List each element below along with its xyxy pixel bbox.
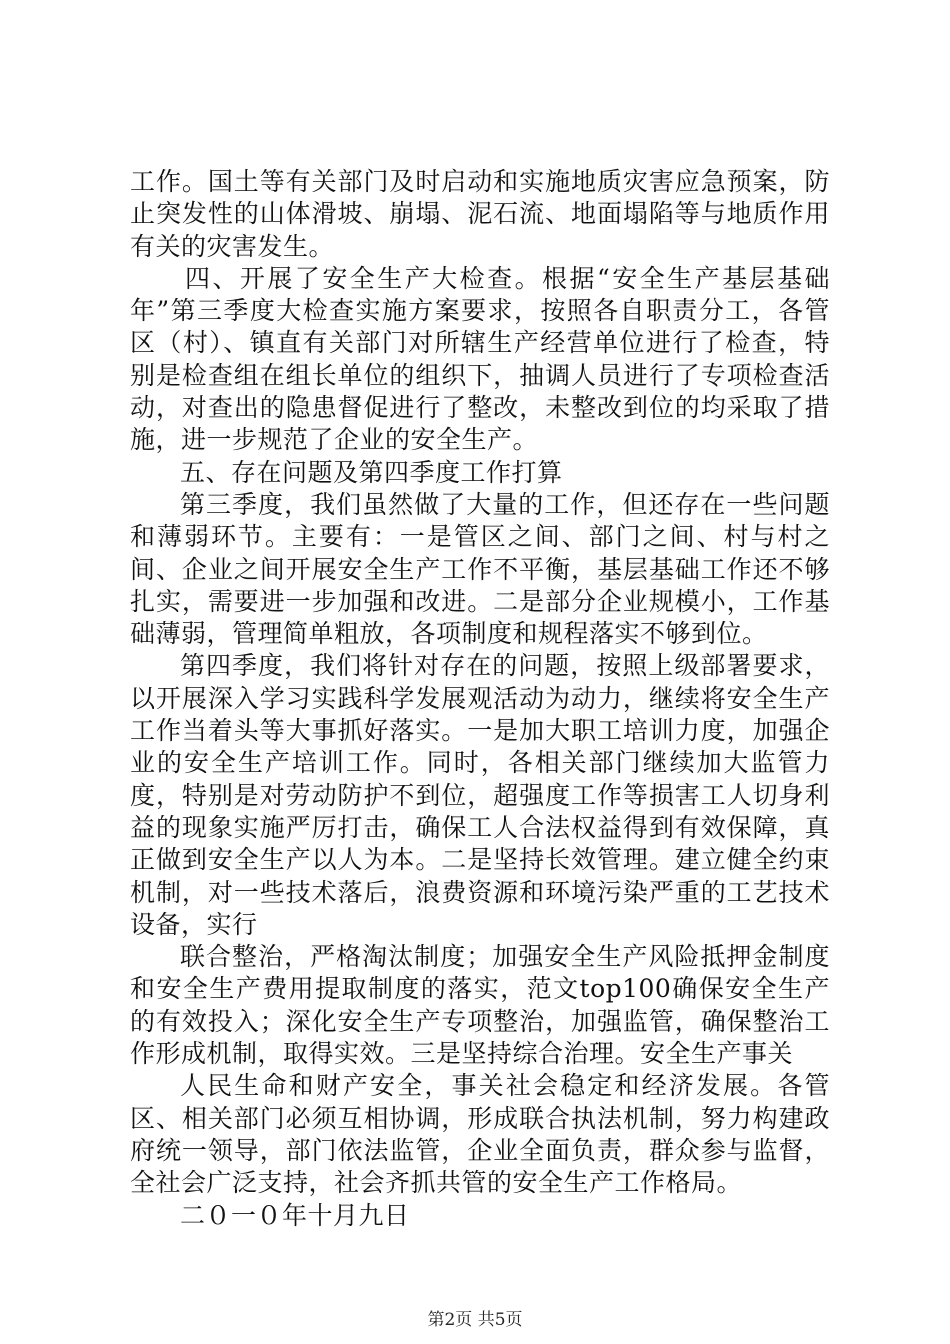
paragraph-section-four: 四、开展了安全生产大检查。根据“安全生产基层基础年”第三季度大检查实施方案要求，按照各自职责分工，各管区（村）、镇直有关部门对所辖生产经营单位进行了检查，特别是检查组在组长单位的组织下，抽调人员进行了专项检查活动，对查出的隐患督促进行了整改，未整改到位的均采取了措施，进一步规范了企业的安全生产。 [130,263,830,455]
document-body [130,166,830,1232]
paragraph-joint-rectification: 联合整治，严格淘汰制度；加强安全生产风险抵押金制度和安全生产费用提取制度的落实，范文top100确保安全生产的有效投入；深化安全生产专项整治，加强监管，确保整治工作形成机制，取得实效。三是坚持综合治理。安全生产事关 [130,942,830,1069]
paragraph-continuation: 工作。国土等有关部门及时启动和实施地质灾害应急预案，防止突发性的山体滑坡、崩塌、泥石流、地面塌陷等与地质作用有关的灾害发生。 [130,167,830,261]
page-number-footer: 第2页 共5页 [427,1310,523,1330]
paragraph-fourth-quarter-plan: 第四季度，我们将针对存在的问题，按照上级部署要求，以开展深入学习实践科学发展观活动为动力，继续将安全生产工作当着头等大事抓好落实。一是加大职工培训力度，加强企业的安全生产培训工作。同时，各相关部门继续加大监管力度，特别是对劳动防护不到位，超强度工作等损害工人切身利益的现象实施严厉打击，确保工人合法权益得到有效保障，真正做到安全生产以人为本。二是坚持长效管理。建立健全约束机制，对一些技术落后，浪费资源和环境污染严重的工艺技术设备，实行 [130,651,830,939]
paragraph-section-five-heading: 五、存在问题及第四季度工作打算 [180,457,563,487]
paragraph-comprehensive-governance: 人民生命和财产安全，事关社会稳定和经济发展。各管区、相关部门必须互相协调，形成联合执法机制，努力构建政府统一领导，部门依法监管，企业全面负责，群众参与监督，全社会广泛支持，社会齐抓共管的安全生产工作格局。 [130,1071,830,1198]
document-date: 二０一０年十月九日 [180,1200,410,1230]
paragraph-problems: 第三季度，我们虽然做了大量的工作，但还存在一些问题和薄弱环节。主要有：一是管区之间、部门之间、村与村之间、企业之间开展安全生产工作不平衡，基层基础工作还不够扎实，需要进一步加强和改进。二是部分企业规模小，工作基础薄弱，管理简单粗放，各项制度和规程落实不够到位。 [130,489,830,649]
